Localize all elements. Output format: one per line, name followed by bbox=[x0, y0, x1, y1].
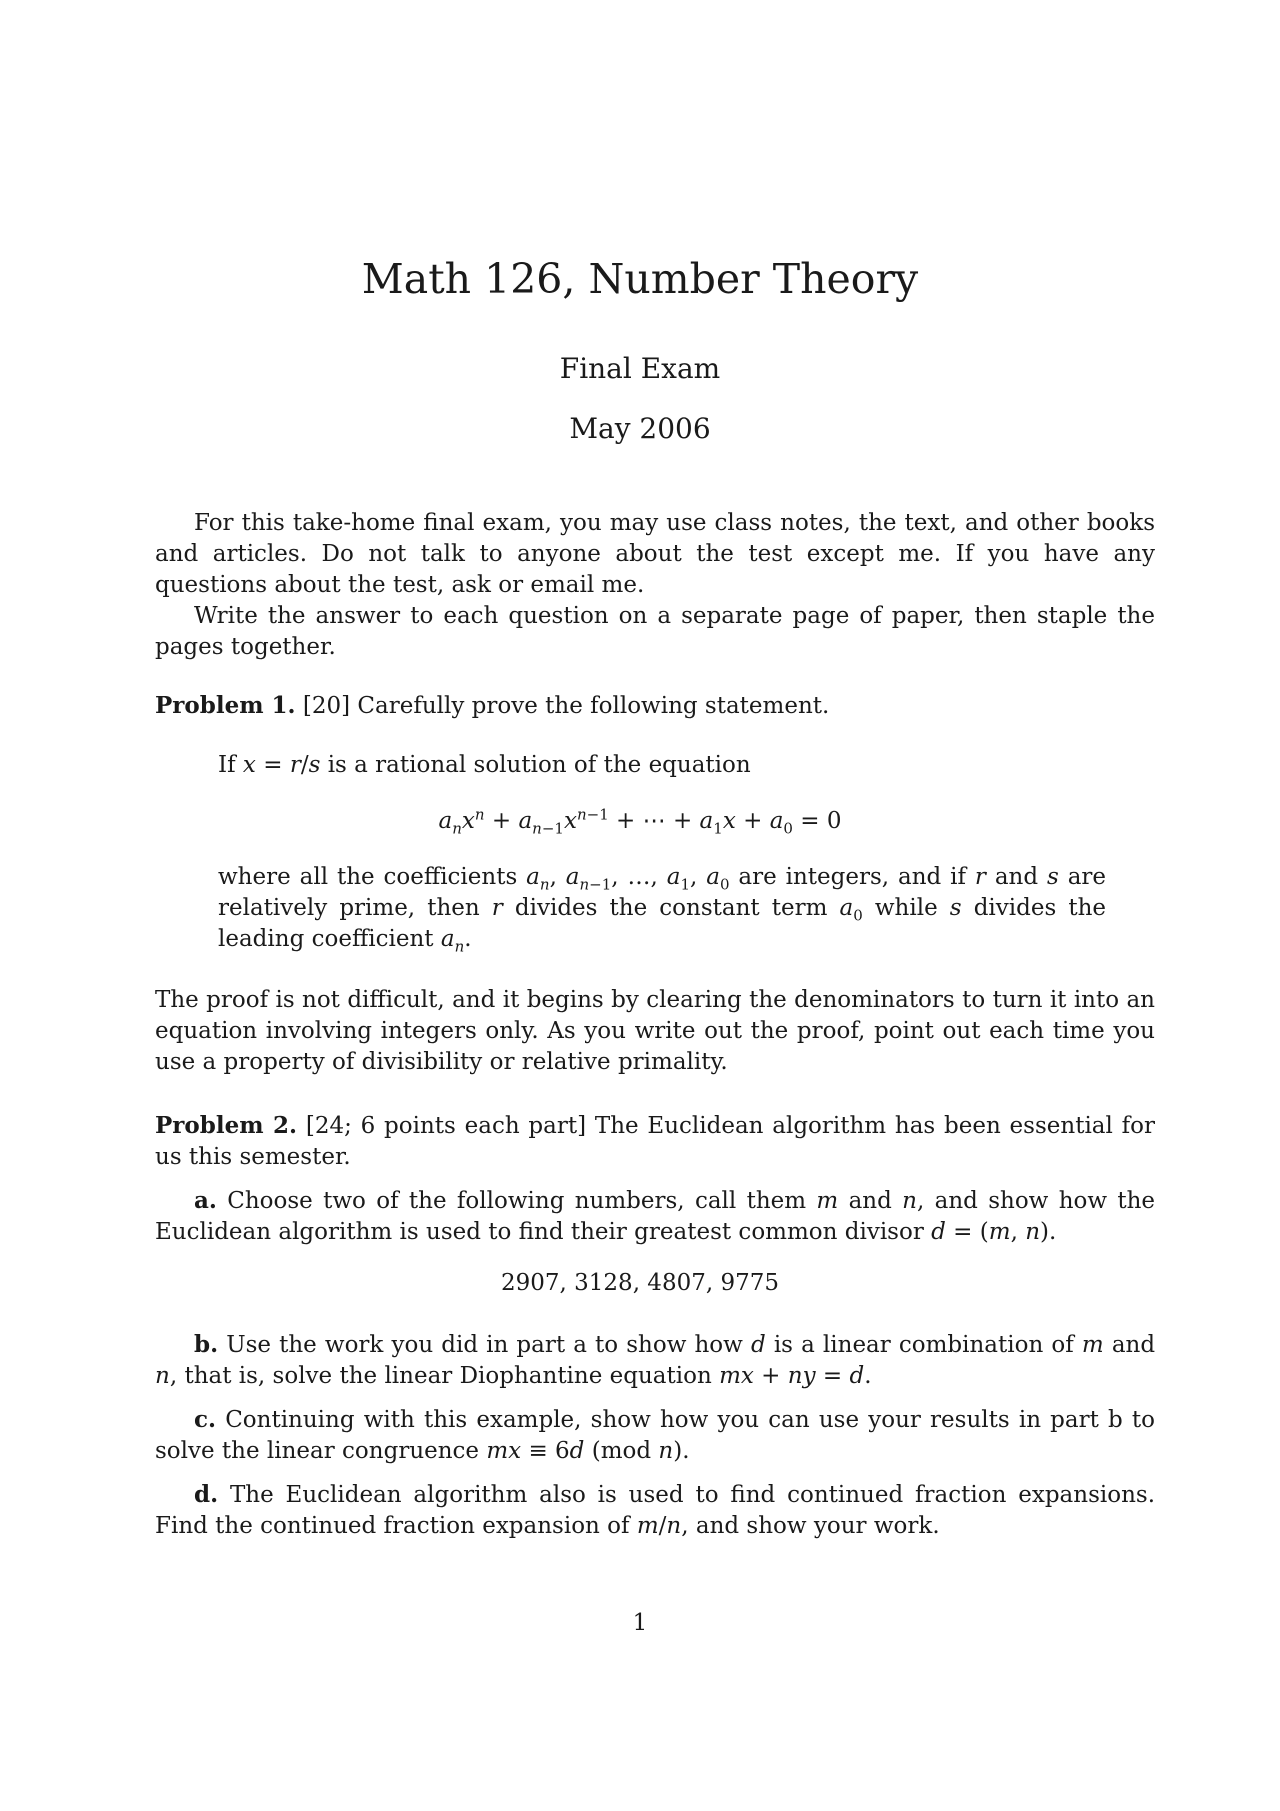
problem-1-header bbox=[155, 690, 1155, 722]
statement-part6: divides the leading coefficient bbox=[218, 895, 1107, 952]
problem-2-part-b: b. Use the work you did in part a to show how d is a linear combination of m and n, that is, solve the linear Diophantine equation mx + ny = d. bbox=[155, 1331, 1156, 1389]
part-a-text-2: and bbox=[848, 1188, 892, 1214]
statement-part1: is a rational solution of the equation bbox=[327, 752, 751, 778]
statement-and: and bbox=[994, 864, 1039, 890]
part-c-text-1: Continuing with this example, show how you can use your results in part b to solve the linear congruence bbox=[155, 1407, 1155, 1464]
intro-section bbox=[155, 508, 1155, 663]
statement-part5: while bbox=[874, 895, 938, 921]
problem-2-intro: [24; 6 points each part] The Euclidean algorithm has been essential for us this semester. bbox=[155, 1113, 1156, 1170]
problem-1-note: The proof is not difficult, and it begins by clearing the denominators to turn it into an equation involving integers only. As you write out the proof, point out each time you use a property of divisibility or relative primality. bbox=[155, 987, 1155, 1075]
part-d-text-2: , and show your work. bbox=[681, 1513, 940, 1539]
part-c-label: c. bbox=[194, 1406, 217, 1433]
statement-part2: are integers, and if bbox=[738, 864, 966, 890]
part-a-text-3: , and show how the Euclidean algorithm is used to find their greatest common divisor bbox=[155, 1188, 1156, 1245]
part-d-label: d. bbox=[194, 1481, 219, 1508]
problem-1-statement-line1: If x = r/s is a rational solution of the equation bbox=[218, 752, 751, 778]
part-b-text-1: Use the work you did in part a to show how bbox=[226, 1332, 743, 1358]
statement-where: where all the coefficients bbox=[218, 864, 518, 890]
polynomial-equation: $a_nx^n + a_{n-1}x^{n-1}$ + ⋯ + $a_1x + a_0 = 0$ bbox=[438, 805, 842, 838]
problem-2-part-d: d. The Euclidean algorithm also is used to find continued fraction expansions. Find the continued fraction expansion of m/n, and show your work. bbox=[155, 1481, 1155, 1539]
problem-2-part-c: c. Continuing with this example, show how you can use your results in part b to solve the linear congruence mx ≡ 6d (mod n). bbox=[155, 1406, 1155, 1464]
problem-1-statement-body: where all the coefficients $a_n$, $a_{n-1}$, …, $a_1$, $a_0$ are integers, and if r and s are relatively prime, then r divides the constant term $a_0$ while s divides the leading coefficient $a_n$. bbox=[218, 864, 1107, 956]
part-b-and: and bbox=[1111, 1332, 1156, 1358]
intro-paragraph-1: For this take-home final exam, you may use class notes, the text, and other books and articles. Do not talk to anyone about the test except me. If you have any questions about the test, ask or email me. bbox=[155, 510, 1155, 598]
problem-1-intro: [20] Carefully prove the following statement. bbox=[302, 693, 830, 719]
problem-2-heading: Problem 2. bbox=[155, 1112, 298, 1139]
problem-1-heading: Problem 1. bbox=[155, 692, 296, 719]
part-a-text-1: Choose two of the following numbers, call them bbox=[227, 1188, 807, 1214]
page-subtitle: Final Exam bbox=[559, 352, 721, 385]
part-b-text-3: , that is, solve the linear Diophantine equation bbox=[169, 1363, 712, 1389]
candidate-numbers: 2907, 3128, 4807, 9775 bbox=[501, 1270, 779, 1296]
problem-2-part-a: a. Choose two of the following numbers, call them m and n, and show how the Euclidean algorithm is used to find their greatest common divisor d = (m, n). bbox=[155, 1187, 1156, 1245]
exam-date: May 2006 bbox=[569, 412, 711, 445]
part-a-label: a. bbox=[194, 1187, 217, 1214]
problem-2-header bbox=[155, 1110, 1155, 1173]
statement-part4: divides the constant term bbox=[514, 895, 828, 921]
page-number: 1 bbox=[632, 1610, 648, 1636]
part-b-text-2: is a linear combination of bbox=[773, 1332, 1074, 1358]
problem-1-after bbox=[155, 985, 1155, 1078]
part-d-text-1: The Euclidean algorithm also is used to find continued fraction expansions. Find the continued fraction expansion of bbox=[155, 1482, 1155, 1539]
intro-paragraph-2: Write the answer to each question on a separate page of paper, then staple the pages together. bbox=[155, 603, 1155, 660]
part-b-label: b. bbox=[194, 1331, 219, 1358]
page-title: Math 126, Number Theory bbox=[361, 255, 919, 303]
statement-part3: are relatively prime, then bbox=[218, 864, 1107, 921]
